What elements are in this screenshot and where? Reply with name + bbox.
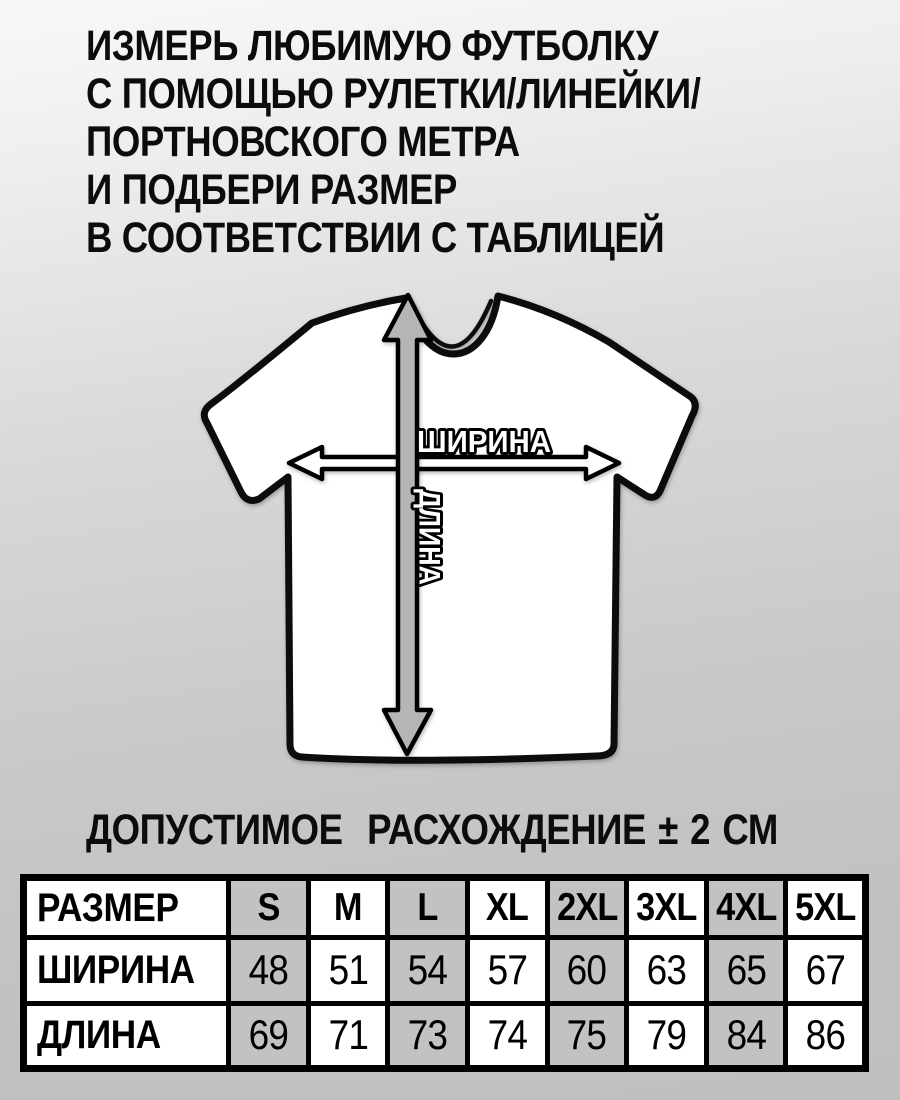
header-cell-xl: XL [467, 878, 547, 938]
length-value-m: 71 [308, 1003, 388, 1068]
size-table-header-row [24, 878, 866, 938]
width-row [24, 938, 866, 1003]
size-table [20, 874, 869, 1072]
length-value-3xl: 79 [627, 1003, 707, 1068]
length-row-label: ДЛИНА [24, 1003, 229, 1068]
title-line-3: ПОРТНОВСКОГО МЕТРА [86, 118, 520, 166]
length-value-5xl: 86 [786, 1003, 866, 1068]
allowance-note: ДОПУСТИМОЕ РАСХОЖДЕНИЕ ± 2 СМ [86, 806, 778, 854]
width-value-xl: 57 [467, 938, 547, 1003]
length-value-4xl: 84 [706, 1003, 786, 1068]
width-value-3xl: 63 [627, 938, 707, 1003]
length-value-s: 69 [229, 1003, 309, 1068]
header-cell-l: L [388, 878, 468, 938]
header-cell-size: РАЗМЕР [24, 878, 229, 938]
title-block [86, 22, 809, 262]
tshirt-outline [204, 296, 695, 760]
header-cell-4xl: 4XL [706, 878, 786, 938]
header-cell-m: M [308, 878, 388, 938]
length-value-xl: 74 [467, 1003, 547, 1068]
length-value-2xl: 75 [547, 1003, 627, 1068]
width-label: ШИРИНА [417, 424, 551, 459]
header-cell-2xl: 2XL [547, 878, 627, 938]
length-value-l: 73 [388, 1003, 468, 1068]
header-cell-s: S [229, 878, 309, 938]
header-cell-5xl: 5XL [786, 878, 866, 938]
header-cell-3xl: 3XL [627, 878, 707, 938]
width-value-s: 48 [229, 938, 309, 1003]
title-line-5: В СООТВЕТСТВИИ С ТАБЛИЦЕЙ [86, 214, 665, 262]
length-row [24, 1003, 866, 1068]
title-line-2: С ПОМОЩЬЮ РУЛЕТКИ/ЛИНЕЙКИ/ [86, 70, 701, 118]
tshirt-diagram [170, 270, 730, 790]
width-value-l: 54 [388, 938, 468, 1003]
width-value-2xl: 60 [547, 938, 627, 1003]
width-value-4xl: 65 [706, 938, 786, 1003]
width-value-5xl: 67 [786, 938, 866, 1003]
width-value-m: 51 [308, 938, 388, 1003]
title-line-4: И ПОДБЕРИ РАЗМЕР [86, 166, 457, 214]
title-line-1: ИЗМЕРЬ ЛЮБИМУЮ ФУТБОЛКУ [86, 22, 659, 70]
width-row-label: ШИРИНА [24, 938, 229, 1003]
length-label: ДЛИНА [412, 489, 446, 597]
